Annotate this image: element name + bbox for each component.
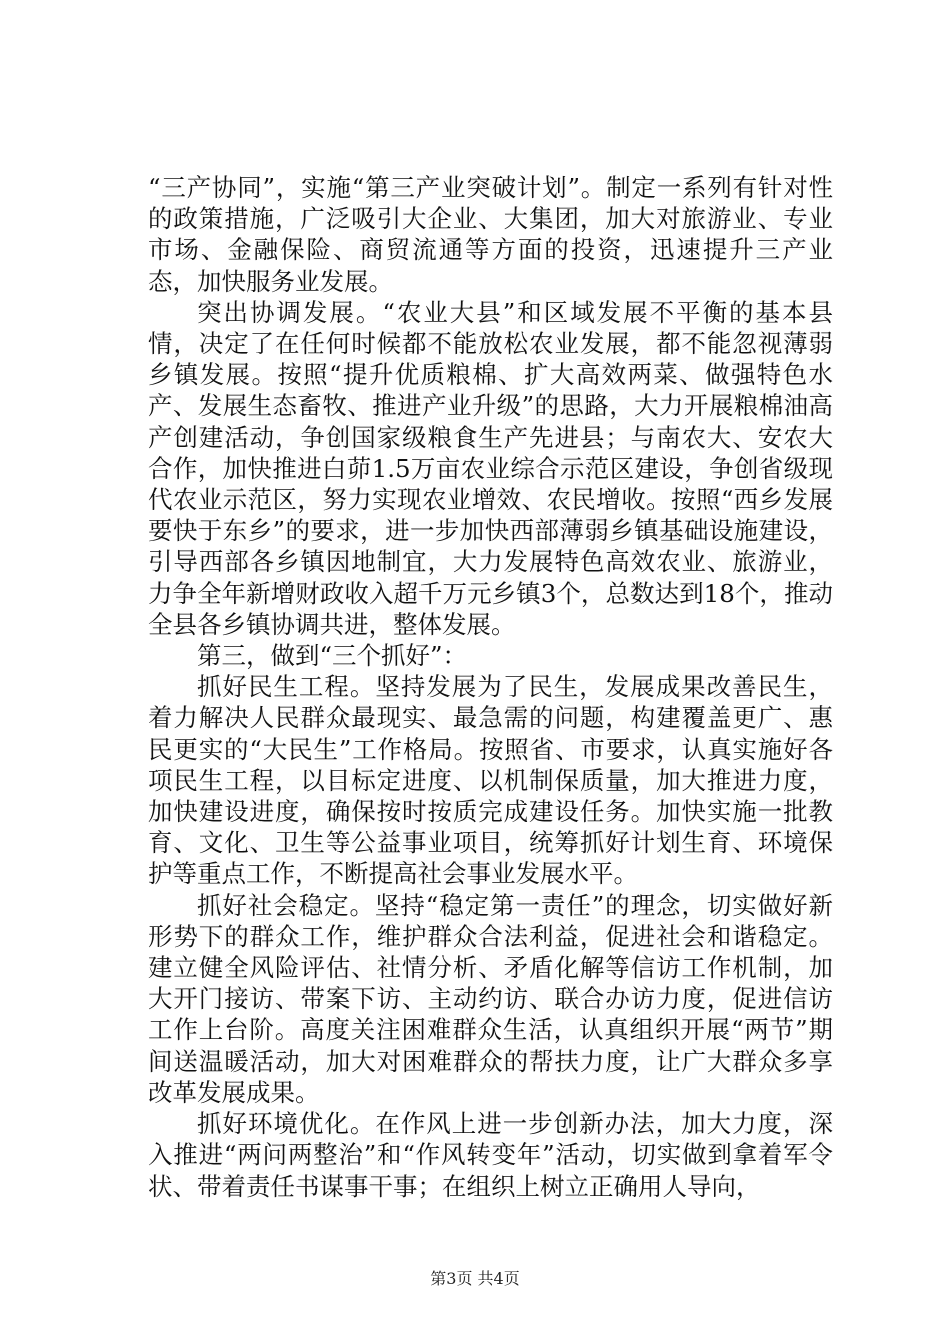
paragraph-environment-optimization: 抓好环境优化。在作风上进一步创新办法，加大力度，深入推进“两问两整治”和“作风转变年”活动，切实做到拿着军令状、带着责任书谋事干事；在组织上树立正确用人导向，	[148, 1109, 833, 1201]
paragraph-social-stability: 抓好社会稳定。坚持“稳定第一责任”的理念，切实做好新形势下的群众工作，维护群众合法利益，促进社会和谐稳定。建立健全风险评估、社情分析、矛盾化解等信访工作机制，加大开门接访、带案下访、主动约访、联合办访力度，促进信访工作上台阶。高度关注困难群众生活，认真组织开展“两节”期间送温暖活动，加大对困难群众的帮扶力度，让广大群众多享改革发展成果。	[148, 890, 833, 1107]
document-body	[148, 172, 833, 1202]
paragraph-coordinated-development: 突出协调发展。“农业大县”和区域发展不平衡的基本县情，决定了在任何时候都不能放松农业发展，都不能忽视薄弱乡镇发展。按照“提升优质粮棉、扩大高效两菜、做强特色水产、发展生态畜牧、推进产业升级”的思路，大力开展粮棉油高产创建活动，争创国家级粮食生产先进县；与南农大、安农大合作，加快推进白茆1.5万亩农业综合示范区建设，争创省级现代农业示范区，努力实现农业增效、农民增收。按照“西乡发展要快于东乡”的要求，进一步加快西部薄弱乡镇基础设施建设，引导西部各乡镇因地制宜，大力发展特色高效农业、旅游业，力争全年新增财政收入超千万元乡镇3个，总数达到18个，推动全县各乡镇协调共进，整体发展。	[148, 297, 833, 639]
section-heading-third: 第三，做到“三个抓好”：	[197, 641, 468, 671]
paragraph-continuation: “三产协同”，实施“第三产业突破计划”。制定一系列有针对性的政策措施，广泛吸引大企业、大集团，加大对旅游业、专业市场、金融保险、商贸流通等方面的投资，迅速提升三产业态，加快服务业发展。	[148, 173, 833, 296]
paragraph-livelihood-projects: 抓好民生工程。坚持发展为了民生，发展成果改善民生，着力解决人民群众最现实、最急需的问题，构建覆盖更广、惠民更实的“大民生”工作格局。按照省、市要求，认真实施好各项民生工程，以目标定进度、以机制保质量，加大推进力度，加快建设进度，确保按时按质完成建设任务。加快实施一批教育、文化、卫生等公益事业项目，统筹抓好计划生育、环境保护等重点工作，不断提高社会事业发展水平。	[148, 672, 833, 889]
page-number-footer: 第3页 共4页	[430, 1269, 520, 1288]
